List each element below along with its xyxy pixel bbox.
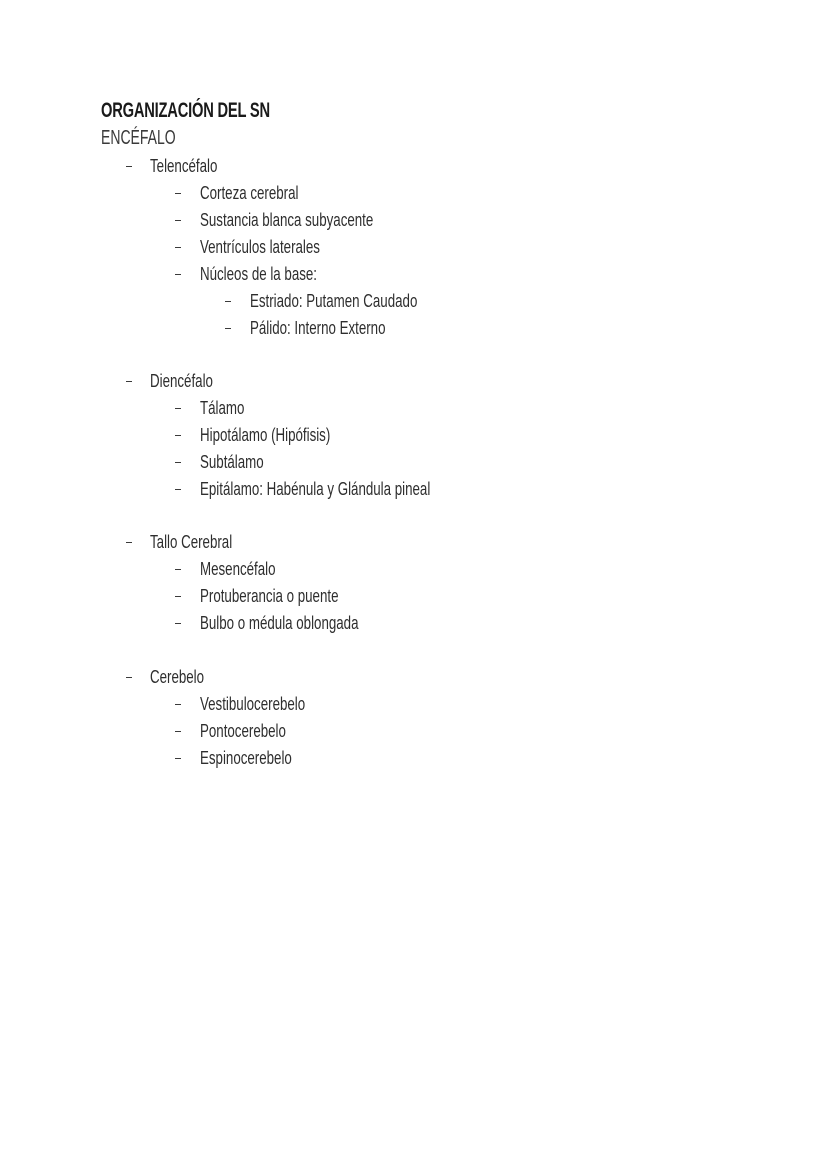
bullet-dash-icon bbox=[175, 193, 181, 194]
bullet-dash-icon bbox=[175, 435, 181, 436]
bullet-dash-icon bbox=[175, 623, 181, 624]
list-item: Protuberancia o puente bbox=[200, 586, 339, 606]
list-item: Espinocerebelo bbox=[200, 748, 292, 768]
bullet-dash-icon bbox=[175, 220, 181, 221]
bullet-dash-icon bbox=[225, 301, 231, 302]
bullet-dash-icon bbox=[175, 274, 181, 275]
bullet-dash-icon bbox=[175, 596, 181, 597]
bullet-dash-icon bbox=[175, 569, 181, 570]
section-heading: Telencéfalo bbox=[150, 156, 218, 176]
bullet-dash-icon bbox=[175, 704, 181, 705]
list-item: Núcleos de la base: bbox=[200, 264, 318, 284]
list-item: Ventrículos laterales bbox=[200, 237, 320, 257]
bullet-dash-icon bbox=[225, 328, 231, 329]
bullet-dash-icon bbox=[126, 542, 132, 543]
list-item: Epitálamo: Habénula y Glándula pineal bbox=[200, 479, 431, 499]
list-item: Hipotálamo (Hipófisis) bbox=[200, 425, 331, 445]
bullet-dash-icon bbox=[175, 462, 181, 463]
list-item: Mesencéfalo bbox=[200, 559, 276, 579]
bullet-dash-icon bbox=[175, 758, 181, 759]
list-item: Vestibulocerebelo bbox=[200, 694, 306, 714]
bullet-dash-icon bbox=[126, 677, 132, 678]
bullet-dash-icon bbox=[175, 731, 181, 732]
bullet-dash-icon bbox=[175, 408, 181, 409]
sub-list-item: Estriado: Putamen Caudado bbox=[250, 291, 418, 311]
section-heading: Diencéfalo bbox=[150, 371, 213, 391]
bullet-dash-icon bbox=[126, 166, 132, 167]
document-subtitle: ENCÉFALO bbox=[101, 127, 176, 149]
bullet-dash-icon bbox=[175, 489, 181, 490]
section-heading: Tallo Cerebral bbox=[150, 532, 233, 552]
list-item: Tálamo bbox=[200, 398, 245, 418]
sub-list-item: Pálido: Interno Externo bbox=[250, 318, 386, 338]
bullet-dash-icon bbox=[175, 247, 181, 248]
section-heading: Cerebelo bbox=[150, 667, 205, 687]
document-title: ORGANIZACIÓN DEL SN bbox=[101, 99, 270, 122]
bullet-dash-icon bbox=[126, 381, 132, 382]
list-item: Subtálamo bbox=[200, 452, 264, 472]
list-item: Pontocerebelo bbox=[200, 721, 286, 741]
list-item: Bulbo o médula oblongada bbox=[200, 613, 359, 633]
list-item: Sustancia blanca subyacente bbox=[200, 210, 374, 230]
list-item: Corteza cerebral bbox=[200, 183, 299, 203]
